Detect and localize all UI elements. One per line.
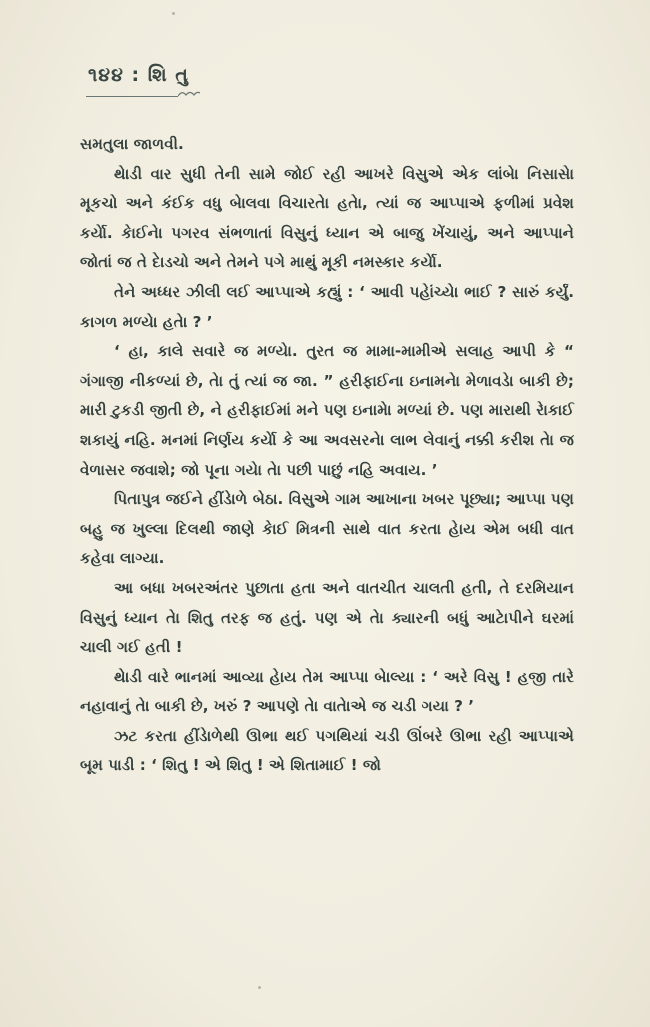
- paragraph: આ બધા ખબરઅંતર પુછાતા હતા અને વાતચીત ચાલતી હતી, તે દરમિયાન વિસુનું ધ્યાન તેા શિતુ તરફ જ હતું. પણ એ તેા ક્યારની બધું આટેાપીને ઘરમાં ચાલી ગઈ હતી !: [80, 578, 574, 657]
- paragraph: તેને અધ્ધર ઝીલી લઈ આપ્પાએ કહ્યું : ‘ આવી પહેાંચ્યેા ભાઈ ? સારું કર્યું. કાગળ મળ્યેા હતેા ? ’: [80, 282, 574, 331]
- paper-speck: [258, 986, 261, 989]
- paragraph: ‘ હા, કાલે સવારે જ મળ્યેા. તુરત જ મામા-મામીએ સલાહ આપી કે “ ગંગાજી નીકળ્યાં છે, તેા તું ત્યાં જ જા. ” હરીફાઈના ઇનામનેા મેળાવડેા બાકી છે; મારી ટુકડી જીતી છે, ને હરીફાઈમાં મને પણ ઇનામેા મળ્યાં છે. પણ મારાથી રેાકાઈ શકાયું નહિ. મનમાં નિર્ણય કર્યાે કે આ અવસરનેા લાભ લેવાનું નક્કી કરીશ તેા જ વેળાસર જવાશે; જો પૂના ગયેા તેા પછી પાછું નહિ અવાય. ’: [80, 342, 574, 479]
- paper-speck: [172, 12, 175, 15]
- paragraph-continuation: સમતુલા જાળવી.: [80, 135, 184, 153]
- paragraph: થેાડી વારે ભાનમાં આવ્યા હેાય તેમ આપ્પા બેાલ્યા : ‘ અરે વિસુ ! હજી તારે નહાવાનું તેા બાકી છે, ખરું ? આપણે તેા વાતેાએ જ ચડી ગયા ? ’: [80, 667, 574, 716]
- paragraph: થેાડી વાર સુધી તેની સામે જોઈ રહી આખરે વિસુએ એક લાંબેા નિસાસેા મૂકચો અને કંઈક વધુ બેાલવા વિચારતેા હતેા, ત્યાં જ આપ્પાએ ફળીમાં પ્રવેશ કર્યાે. કેાઈનેા પગરવ સંભળાતાં વિસુનું ધ્યાન એ બાજુ ખેંચાયું, અને આપ્પાને જોતાં જ તે દેાડચો અને તેમને પગે માથું મૂકી નમસ્કાર કર્યાે.: [80, 164, 574, 272]
- header-underline: [86, 96, 178, 97]
- header-swash-ornament: [178, 88, 200, 98]
- paragraph: ઝટ કરતા હીંડેાળેથી ઊભા થઈ પગથિયાં ચડી ઊંબરે ઊભા રહી આપ્પાએ બૂમ પાડી : ‘ શિતુ ! એ શિતુ ! એ શિતામાઈ ! જો: [80, 726, 574, 775]
- page-header: ૧૪૪ : શિ તુ: [88, 64, 189, 86]
- paragraph: પિતાપુત્ર જઈને હીંડાેળે બેઠા. વિસુએ ગામ આખાના ખબર પૂછ્યા; આપ્પા પણ બહુ જ ખુલ્લા દિલથી જાણે કેાઈ મિત્રની સાથે વાત કરતા હેાય એમ બધી વાત કહેવા લાગ્યા.: [80, 490, 574, 568]
- body-text: [80, 130, 574, 781]
